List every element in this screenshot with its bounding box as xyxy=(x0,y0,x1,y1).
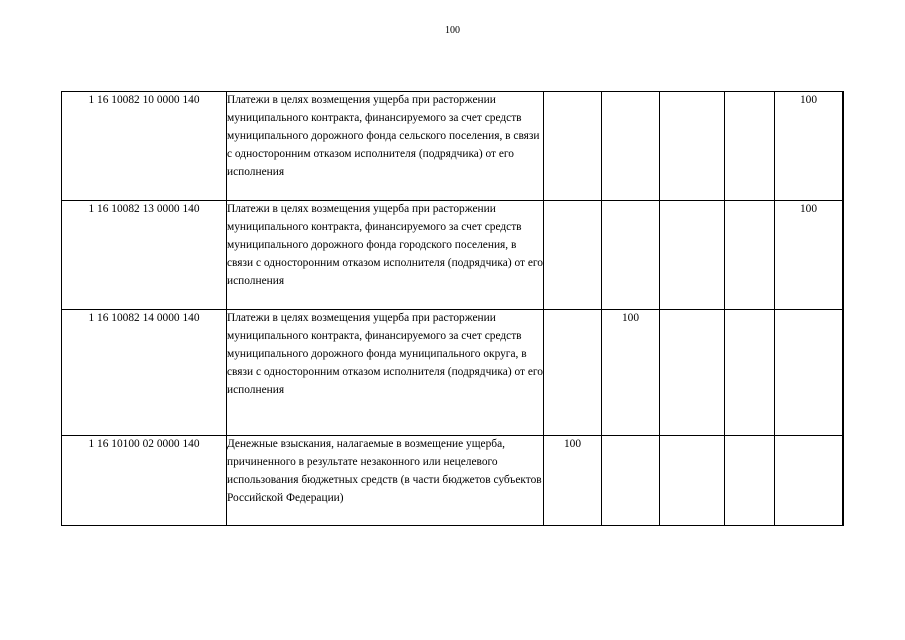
value-cell xyxy=(544,201,602,310)
value-cell xyxy=(602,201,660,310)
budget-code: 1 16 10082 10 0000 140 xyxy=(62,92,227,201)
table-row xyxy=(62,310,844,436)
value-cell xyxy=(544,310,602,436)
value-cell xyxy=(660,201,725,310)
budget-code: 1 16 10100 02 0000 140 xyxy=(62,436,227,526)
value-cell xyxy=(843,310,844,436)
value-cell xyxy=(544,92,602,201)
value-cell: 100 xyxy=(775,92,843,201)
table-row xyxy=(62,201,844,310)
value-cell: 100 xyxy=(544,436,602,526)
page-number: 100 xyxy=(445,25,460,36)
revenue-description: Платежи в целях возмещения ущерба при расторжении муниципального контракта, финансируемого за счет средств муниципального дорожного фонда сельского поселения, в связи с односторонним отказом исполнителя (подрядчика) от его исполнения xyxy=(227,92,544,201)
revenue-distribution-table xyxy=(61,91,844,526)
revenue-description: Платежи в целях возмещения ущерба при расторжении муниципального контракта, финансируемого за счет средств муниципального дорожного фонда городского поселения, в связи с односторонним отказом исполнителя (подрядчика) от его исполнения xyxy=(227,201,544,310)
value-cell xyxy=(725,201,775,310)
budget-code: 1 16 10082 13 0000 140 xyxy=(62,201,227,310)
value-cell xyxy=(775,436,843,526)
value-cell xyxy=(602,436,660,526)
value-cell xyxy=(843,436,844,526)
value-cell: 100 xyxy=(775,201,843,310)
value-cell xyxy=(660,310,725,436)
revenue-description: Платежи в целях возмещения ущерба при расторжении муниципального контракта, финансируемого за счет средств муниципального дорожного фонда муниципального округа, в связи с односторонним отказом исполнителя (подрядчика) от его исполнения xyxy=(227,310,544,436)
table-row xyxy=(62,92,844,201)
value-cell: 100 xyxy=(602,310,660,436)
value-cell xyxy=(775,310,843,436)
value-cell xyxy=(843,92,844,201)
value-cell xyxy=(602,92,660,201)
value-cell xyxy=(725,436,775,526)
revenue-description: Денежные взыскания, налагаемые в возмещение ущерба, причиненного в результате незаконного или нецелевого использования бюджетных средств (в части бюджетов субъектов Российской Федерации) xyxy=(227,436,544,526)
value-cell xyxy=(725,92,775,201)
table-row xyxy=(62,436,844,526)
value-cell xyxy=(725,310,775,436)
value-cell xyxy=(660,92,725,201)
value-cell xyxy=(843,201,844,310)
value-cell xyxy=(660,436,725,526)
budget-code: 1 16 10082 14 0000 140 xyxy=(62,310,227,436)
